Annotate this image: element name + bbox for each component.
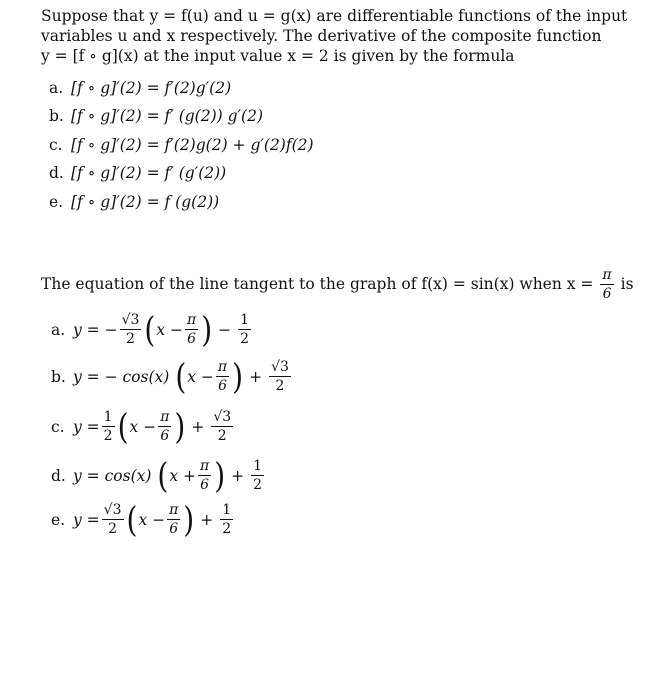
fraction-denominator: 2 [126, 331, 135, 347]
fraction-numerator: π [160, 409, 170, 425]
option-expression: [f ∘ g]′(2) = f (g(2)) [71, 193, 220, 211]
option-label: e. [51, 510, 66, 529]
constant-fraction [238, 312, 251, 347]
fraction-numerator: 1 [240, 312, 250, 328]
fraction-numerator: π [200, 458, 210, 474]
option-label: b. [51, 367, 66, 386]
option-label: b. [49, 107, 64, 125]
fraction-numerator: 1 [222, 502, 232, 518]
coefficient-fraction [120, 312, 142, 347]
option-expression: [f ∘ g]′(2) = f′ (g(2)) g′(2) [71, 107, 264, 125]
fraction-denominator: 2 [275, 378, 285, 394]
inner-term: x − [187, 367, 214, 386]
fraction-denominator: 6 [602, 285, 612, 302]
constant-fraction [211, 409, 233, 444]
fraction-numerator: √3 [103, 502, 122, 518]
fraction-numerator: π [602, 266, 612, 283]
question-2-option-b[interactable]: b. y = − cos(x) ( x − $\frac{\pi}{6}$ ) + $\frac{√3}{2}$ [51, 355, 289, 397]
fraction-denominator: 2 [253, 477, 263, 493]
option-label: d. [51, 466, 66, 485]
inner-term: x − [129, 417, 157, 436]
fraction-numerator: √3 [121, 312, 140, 328]
operator: + [249, 367, 263, 386]
option-label: c. [51, 417, 65, 436]
fraction-numerator: π [187, 312, 197, 328]
option-label: d. [49, 164, 64, 182]
stem-text: The equation of the line tangent to the graph of f(x) = sin(x) when x = [41, 275, 594, 293]
option-expression: [f ∘ g]′(2) = f′(2)g′(2) [71, 79, 232, 97]
fraction-numerator: 1 [103, 409, 113, 425]
operator: + [191, 417, 205, 436]
question-2-option-c[interactable]: c. y = $\frac{1}{2}$ ( x − $\frac{\pi}{6}$ ) + $\frac{√3}{2}$ [51, 405, 232, 447]
fraction-numerator: 1 [253, 458, 263, 474]
fraction-denominator: 6 [218, 378, 227, 394]
coefficient-fraction [102, 409, 115, 444]
fraction-denominator: 6 [200, 477, 210, 493]
fraction-numerator: √3 [271, 359, 289, 375]
inner-term: x + [169, 466, 196, 485]
question-1-stem-line-1: Suppose that y = f(u) and u = g(x) are differentiable functions of the input [41, 7, 628, 25]
coefficient-fraction [102, 502, 124, 537]
constant-fraction [251, 458, 264, 493]
question-2-stem [41, 262, 634, 306]
option-label: c. [49, 136, 63, 154]
stem-suffix: is [620, 275, 634, 293]
question-2-option-a[interactable]: a. y = − $\frac{√3}{2}$ ( x − $\frac{\pi}{6}$ ) − $\frac{1}{2}$ [51, 308, 250, 350]
pi-fraction [158, 409, 171, 444]
option-expression: [f ∘ g]′(2) = f′ (g′(2)) [71, 164, 227, 182]
inner-term: x − [138, 510, 166, 529]
question-2-option-d[interactable]: d. y = cos(x) ( x + $\frac{\pi}{6}$ ) + $\frac{1}{2}$ [51, 454, 263, 496]
pi-fraction [216, 359, 229, 394]
question-2-option-e[interactable]: e. y = $\frac{√3}{2}$ ( x − $\frac{\pi}{6}$ ) + $\frac{1}{2}$ [51, 498, 232, 540]
question-1-option-a[interactable] [49, 78, 231, 98]
option-label: a. [49, 79, 64, 97]
question-1-option-d[interactable] [49, 163, 226, 183]
inner-term: x − [156, 320, 184, 339]
question-1-option-e[interactable] [49, 192, 219, 212]
pi-fraction [167, 502, 180, 537]
pi-fraction [198, 458, 211, 493]
question-1-option-c[interactable] [49, 135, 314, 155]
option-lead: y = cos(x) [73, 466, 152, 485]
option-expression: [f ∘ g]′(2) = f′(2)g(2) + g′(2)f(2) [71, 136, 314, 154]
question-1-option-b[interactable] [49, 106, 263, 126]
operator: − [218, 320, 232, 339]
fraction-numerator: π [169, 502, 179, 518]
option-lead: y = [73, 417, 100, 436]
fraction-denominator: 2 [240, 331, 250, 347]
constant-fraction [220, 502, 233, 537]
option-lead: y = − [73, 320, 118, 339]
constant-fraction [269, 359, 291, 394]
option-label: a. [51, 320, 66, 339]
fraction-numerator: π [217, 359, 228, 375]
fraction-denominator: 6 [160, 428, 170, 444]
option-lead: y = [73, 510, 100, 529]
fraction-denominator: 2 [108, 521, 118, 537]
fraction-denominator: 2 [217, 428, 227, 444]
fraction-denominator: 6 [169, 521, 179, 537]
fraction-denominator: 2 [103, 428, 113, 444]
option-label: e. [49, 193, 64, 211]
operator: + [200, 510, 214, 529]
question-1-stem-line-2: variables u and x respectively. The derivative of the composite function [41, 27, 602, 45]
operator: + [231, 466, 245, 485]
stem-fraction [600, 267, 613, 302]
fraction-denominator: 2 [222, 521, 232, 537]
question-1 [41, 6, 631, 211]
pi-fraction [185, 312, 198, 347]
question-1-stem-line-3: y = [f ∘ g](x) at the input value x = 2 is given by the formula [41, 47, 515, 65]
option-lead: y = − cos(x) [73, 367, 170, 386]
fraction-denominator: 6 [187, 331, 197, 347]
fraction-numerator: √3 [213, 409, 232, 425]
